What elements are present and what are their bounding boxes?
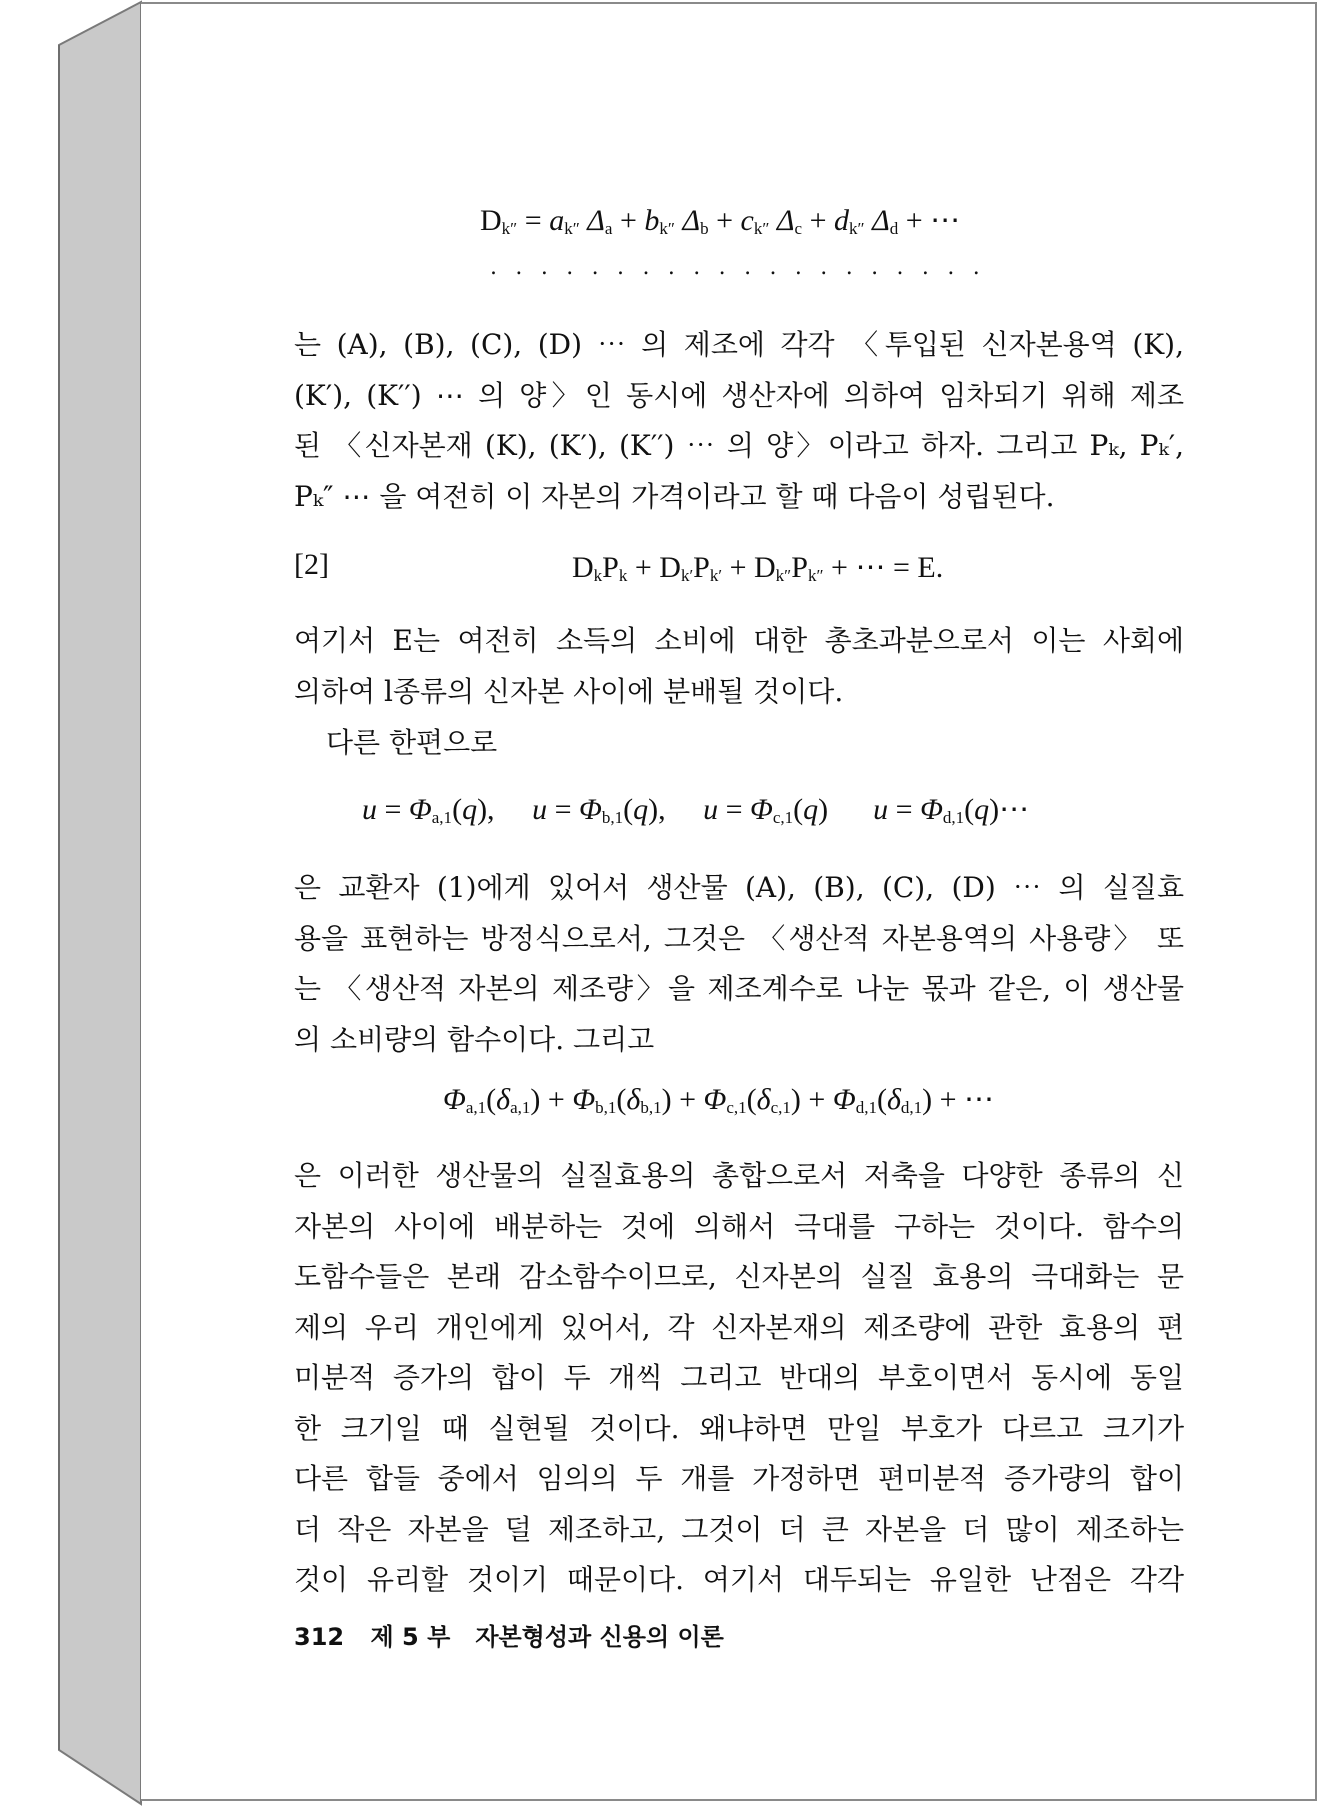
- equation-3: $u = \Phi_{a,1}(q)$, $u = \Phi_{b,1}(q)$, $u = \Phi_{c,1}(q)$ $u = \Phi_{d,1}(q)\cdots$: [362, 793, 1030, 827]
- text-line: 는 〈생산적 자본의 제조량〉을 제조계수로 나눈 몫과 같은, 이 생산물: [294, 972, 1184, 1005]
- text-line: 한 크기일 때 실현될 것이다. 왜냐하면 만일 부호가 다르고 크기가: [294, 1411, 1184, 1445]
- text-line: 은 교환자 (1)에게 있어서 생산물 (A), (B), (C), (D) ⋯ 의 실질효: [294, 871, 1184, 904]
- equation-2: $D_kP_k + D_{k'}P_{k'} + D_{k''}P_{k''}$ + ⋯ = E.: [572, 551, 944, 585]
- text-line: 된 〈신자본재 (K), (K′), (K′′) ⋯ 의 양〉이라고 하자. 그리고 Pₖ, Pₖ′,: [294, 429, 1184, 462]
- paragraph-3: [326, 718, 726, 769]
- text-line: 여기서 E는 여전히 소득의 소비에 대한 총초과분으로서 이는 사회에: [294, 624, 1184, 657]
- equation-2-label: [2]: [294, 548, 329, 581]
- paragraph-4: [294, 863, 1184, 1065]
- page-number: 312: [294, 1623, 345, 1651]
- text-line: 도함수들은 본래 감소함수이므로, 신자본의 실질 효용의 극대화는 문: [294, 1260, 1184, 1293]
- text-line: 의하여 l종류의 신자본 사이에 분배될 것이다.: [294, 674, 844, 708]
- text-line: 다른 합들 중에서 임의의 두 개를 가정하면 편미분적 증가량의 합이: [294, 1462, 1184, 1495]
- text-line: 더 작은 자본을 덜 제조하고, 그것이 더 큰 자본을 더 많이 제조하는: [294, 1512, 1184, 1546]
- text-line: 다른 한편으로: [326, 726, 498, 759]
- page-footer: [294, 1617, 724, 1652]
- equation-1: $D_{k''} = a_{k''}$ $\Delta_a + b_{k''}$ $\Delta_b + c_{k''}$ $\Delta_c + d_{k''}$ $\Delta_d$ + ⋯: [480, 204, 961, 238]
- text-line: 는 (A), (B), (C), (D) ⋯ 의 제조에 각각 〈투입된 신자본용역 (K),: [294, 328, 1184, 361]
- text-line: 것이 유리할 것이기 때문이다. 여기서 대두되는 유일한 난점은 각각: [294, 1563, 1184, 1596]
- text-line: Pₖ″ ⋯ 을 여전히 이 자본의 가격이라고 할 때 다음이 성립된다.: [294, 479, 1055, 513]
- equation-4: $\Phi_{a,1}(\delta_{a,1}) + \Phi_{b,1}(\delta_{b,1}) + \Phi_{c,1}(\delta_{c,1}) + \Phi_{d,1}(\delta_{d,1})$ + ⋯: [443, 1083, 995, 1117]
- paragraph-1: [294, 320, 1184, 522]
- text-line: 미분적 증가의 합이 두 개씩 그리고 반대의 부호이면서 동시에 동일: [294, 1361, 1184, 1394]
- dot-leader: . . . . . . . . . . . . . . . . . . . .: [490, 255, 980, 280]
- paragraph-5: [294, 1151, 1184, 1606]
- text-line: 은 이러한 생산물의 실질효용의 총합으로서 저축을 다양한 종류의 신: [294, 1159, 1184, 1192]
- paragraph-2: [294, 616, 1184, 717]
- text-line: 제의 우리 개인에게 있어서, 각 신자본재의 제조량에 관한 효용의 편: [294, 1310, 1184, 1344]
- section-title: 제 5 부 자본형성과 신용의 이론: [370, 1623, 724, 1651]
- text-line: (K′), (K′′) ⋯ 의 양〉인 동시에 생산자에 의하여 임차되기 위해 제조: [294, 378, 1184, 412]
- text-line: 의 소비량의 함수이다. 그리고: [294, 1022, 655, 1056]
- text-line: 용을 표현하는 방정식으로서, 그것은 〈생산적 자본용역의 사용량〉 또: [294, 921, 1184, 955]
- text-line: 자본의 사이에 배분하는 것에 의해서 극대를 구하는 것이다. 함수의: [294, 1209, 1184, 1243]
